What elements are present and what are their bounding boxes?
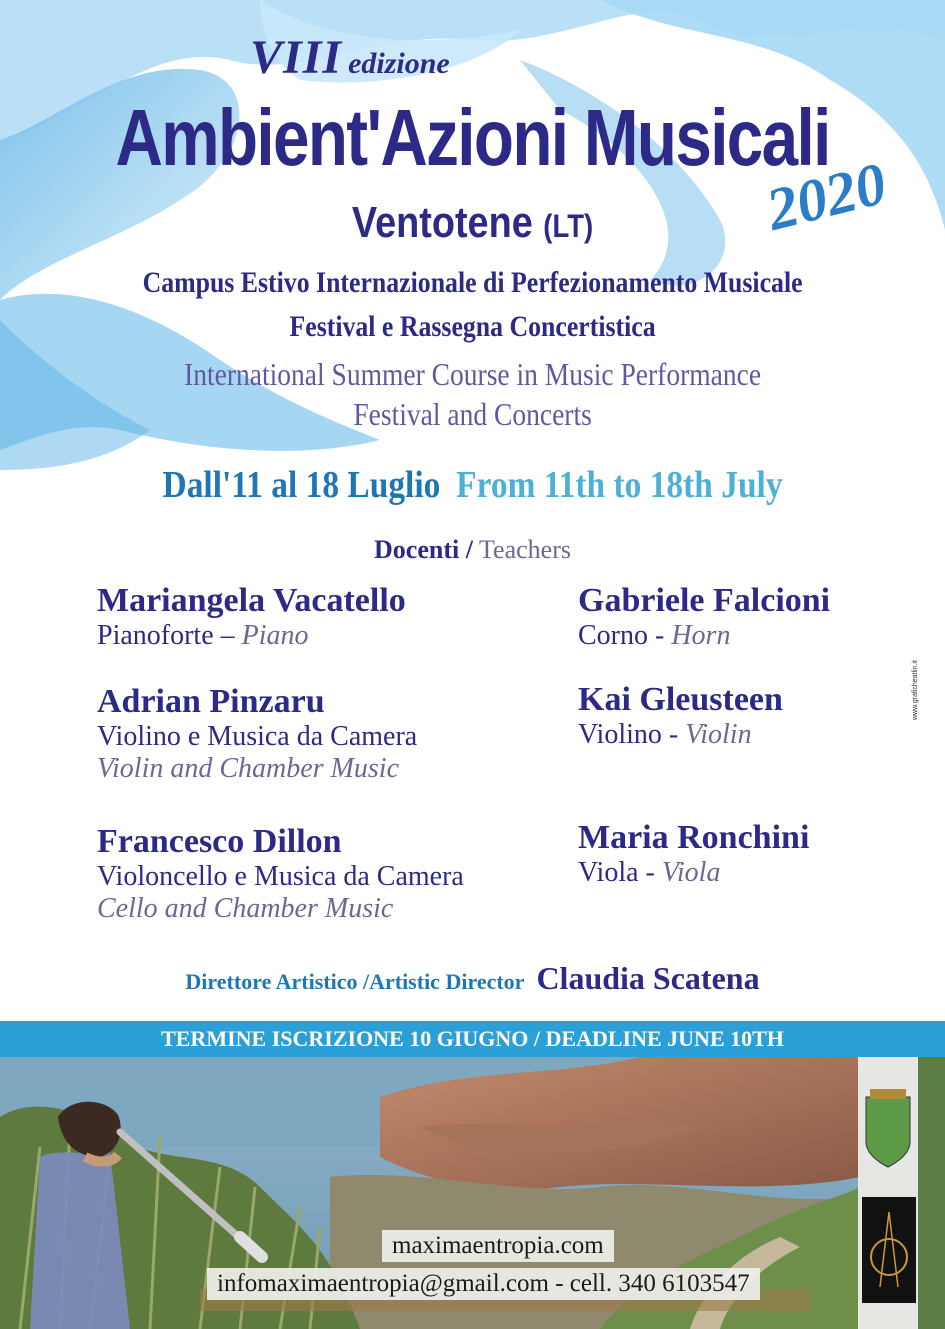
- edition-label: [250, 30, 450, 85]
- teacher-role-sep: -: [638, 857, 662, 888]
- festival-title: Ambient'Azioni Musicali: [115, 93, 830, 182]
- teacher-role-en: Violin: [685, 719, 752, 750]
- teacher-role-it: Corno: [578, 620, 648, 651]
- teacher-card: [578, 819, 809, 889]
- festival-it: Festival e Rassegna Concertistica: [289, 310, 656, 343]
- teacher-role-sep: -: [648, 620, 672, 651]
- dates-en: From 11th to 18th July: [456, 464, 783, 506]
- teacher-role: [97, 620, 406, 652]
- teacher-role-it: Violoncello e Musica da Camera: [97, 861, 464, 892]
- province: (LT): [543, 208, 594, 244]
- place-name: Ventotene: [351, 198, 533, 247]
- teachers-heading-it: Docenti: [374, 535, 460, 564]
- teacher-role-en: Cello and Chamber Music: [97, 893, 394, 924]
- edition-word: edizione: [348, 47, 450, 80]
- contact-label: infomaximaentropia@gmail.com - cell. 340 6103547: [207, 1268, 760, 1300]
- teacher-role: [578, 857, 809, 889]
- teacher-role-en: Piano: [241, 620, 309, 651]
- teacher-role: [578, 719, 783, 751]
- teacher-name: Maria Ronchini: [578, 819, 810, 856]
- teacher-name: Adrian Pinzaru: [97, 683, 325, 720]
- director-name: Claudia Scatena: [536, 960, 760, 996]
- teacher-card: [578, 582, 830, 652]
- teachers-heading-sep: /: [465, 535, 473, 564]
- festival-en: Festival and Concerts: [353, 396, 592, 432]
- teacher-card: [97, 582, 406, 652]
- director-label: Direttore Artistico /Artistic Director: [185, 969, 525, 994]
- teacher-role-en: Horn: [671, 620, 731, 651]
- print-credit: www.graficheatlin.it: [912, 660, 919, 720]
- teacher-card: [97, 823, 464, 925]
- edition-number: VIII: [250, 31, 343, 84]
- teacher-role: [578, 620, 830, 652]
- teacher-role-it: Violino: [578, 719, 662, 750]
- teachers-heading-en: Teachers: [478, 535, 571, 564]
- dates-it: Dall'11 al 18 Luglio: [162, 464, 441, 506]
- dates: [57, 463, 889, 507]
- teacher-role-it: Viola: [578, 857, 639, 888]
- teacher-name: Gabriele Falcioni: [578, 582, 831, 619]
- teacher-name: Francesco Dillon: [97, 823, 342, 860]
- place: [66, 198, 879, 248]
- course-en: International Summer Course in Music Performance: [184, 356, 762, 392]
- website-label: maximaentropia.com: [382, 1230, 614, 1262]
- teachers-heading: [0, 535, 945, 565]
- artistic-director: [0, 960, 945, 997]
- teacher-role-it: Violino e Musica da Camera: [97, 721, 418, 752]
- teacher-card: [97, 683, 417, 785]
- teacher-role-it: Pianoforte: [97, 620, 214, 651]
- deadline-bar: TERMINE ISCRIZIONE 10 GIUGNO / DEADLINE JUNE 10TH: [0, 1021, 945, 1057]
- teacher-card: [578, 681, 783, 751]
- teacher-name: Kai Gleusteen: [578, 681, 783, 718]
- teacher-role-en: Violin and Chamber Music: [97, 753, 400, 784]
- teacher-role-sep: –: [213, 620, 242, 651]
- year: 2020: [760, 149, 893, 244]
- teacher-role-en: Viola: [661, 857, 721, 888]
- campus-it: Campus Estivo Internazionale di Perfezionamento Musicale: [142, 266, 803, 299]
- teacher-name: Mariangela Vacatello: [97, 582, 406, 619]
- teacher-role-sep: -: [661, 719, 686, 750]
